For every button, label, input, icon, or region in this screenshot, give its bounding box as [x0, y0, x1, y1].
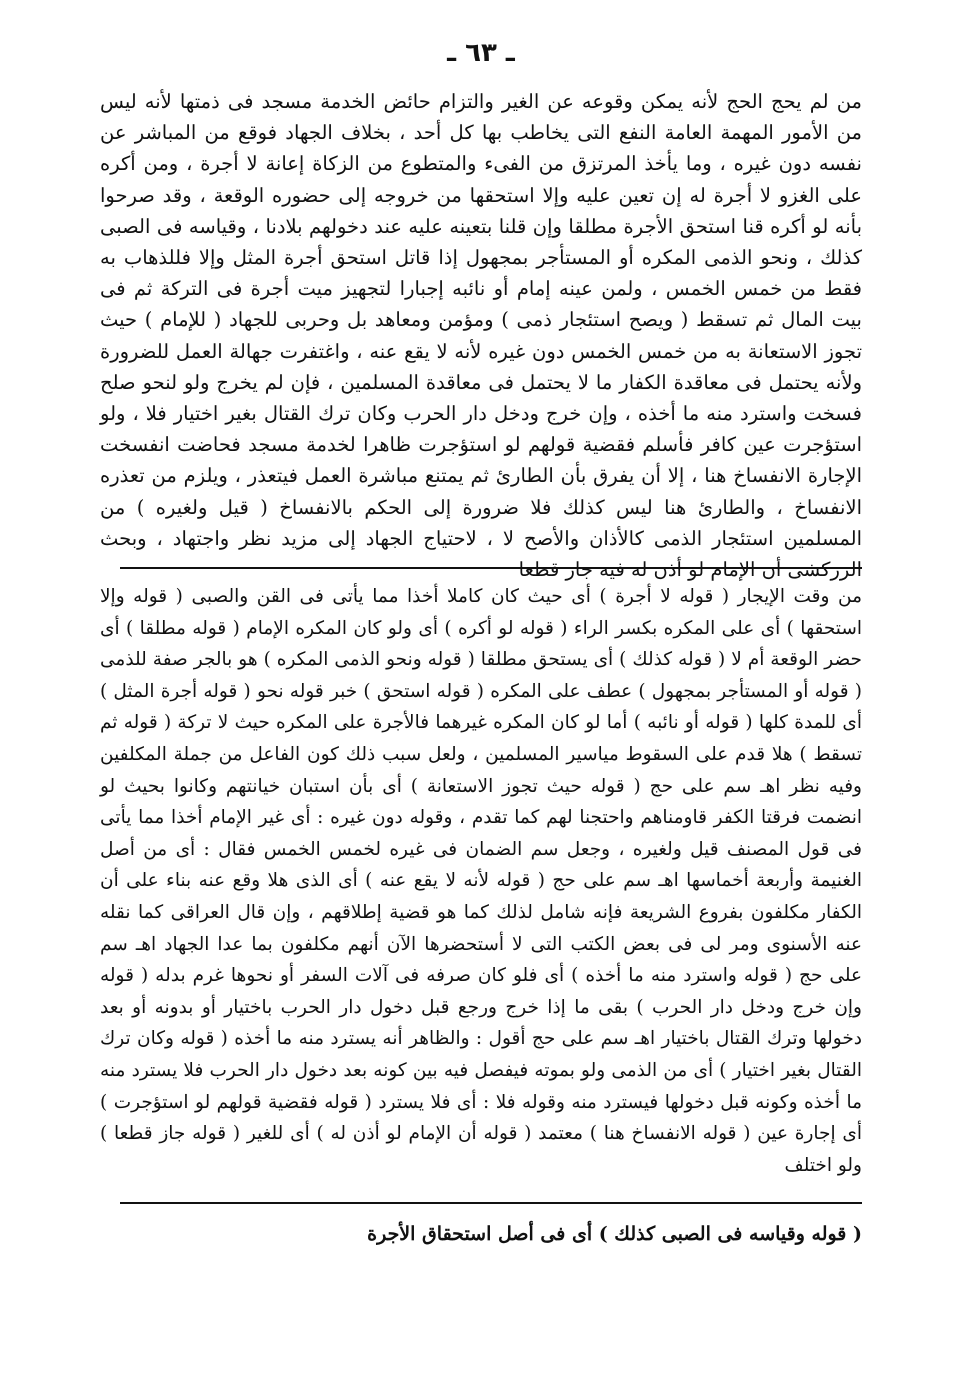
- commentary-block: من وقت الإيجار ( قوله لا أجرة ) أى حيث كان كاملا أخذا مما يأتى فى القن والصبى ( قوله وإلا استحقها ) أى على المكره بكسر الراء ( قوله لو أكره ) أى ولو كان المكره الإمام ( قوله مطلقا ) أى حضر الوقعة أم لا ( قوله كذلك ) أى يستحق مطلقا ( قوله ونحو الذمى المكره ) هو بالجر صفة للذمى ( قوله أو المستأجر بمجهول ) عطف على المكره ( قوله استحق ) خبر قوله نحو ( قوله أجرة المثل ) أى للمدة كلها ( قوله أو نائبه ) أما لو كان المكره غيرهما فالأجرة على المكره حيث لا تركة ( قوله ثم تسقط ) هلا قدم على السقوط مياسير المسلمين ، ولعل سبب ذلك كون الفاعل من جملة المكلفين وفيه نظر اهـ سم على حج ( قوله حيث تجوز الاستعانة ) أى بأن استبان خيانتهم وكانوا بحيث لو انضمت فرقتا الكفر قاومناهم واحتجنا لهم كما تقدم ، وقوله دون غيره : أى غير الإمام أخذا مما يأتى فى قول المصنف قيل ولغيره ، وجعل سم الضمان فى غيره لخمس الخمس فقال : أى من أصل الغنيمة وأربعة أخماسها اهـ سم على حج ( قوله لأنه لا يقع عنه ) أى الذى هلا وقع عنه بناء على أن الكفار مكلفون بفروع الشريعة فإنه شامل لذلك كما هو قضية إطلاقهم ، وإن قال العراقى كما نقله عنه الأسنوى ومر لى فى بعض الكتب التى لا أستحضرها الآن أنهم مكلفون بما عدا الجهاد اهـ سم على حج ( قوله واسترد منه ما أخذه ) أى فلو كان صرفه فى آلات السفر أو نحوها غرم بدله ( قوله وإن خرج ودخل دار الحرب ) بقى ما إذا خرج ورجع قبل دخول دار الحرب باختيار أو بدونه أو بعد دخولها وترك القتال باختيار اهـ سم على حج أقول : والظاهر أنه يسترد منه ما أخذه ( قوله وكان ترك القتال بغير اختيار ) أى من الذمى ولو بموته فيفصل فيه بين كونه بعد دخول دار الحرب فلا يسترد منه ما أخذه وكونه قبل دخولها فيسترد منه وقوله فلا : أى فلا يسترد ( قوله فقضية قولهم لو استؤجرت ) أى إجارة عين ( قوله الانفساخ هنا ) معتمد ( قوله أن الإمام لو أذن له ) أى للغير ( قوله جاز قطعا ) ولو اختلف: [100, 586, 862, 1176]
- footnote: ( قوله وقياسه فى الصبى كذلك ) أى فى أصل استحقاق الأجرة: [367, 1223, 862, 1245]
- footnote-separator-line: [120, 1202, 862, 1204]
- separator-line: [120, 567, 862, 569]
- main-text-block: من لم يحج الحج لأنه يمكن وقوعه عن الغير والتزام حائض الخدمة مسجد فى ذمتها لأنه ليس من الأمور المهمة العامة النفع التى يخاطب بها كل أحد ، بخلاف الجهاد فوقع من المباشر عن نفسه دون غيره ، وما يأخذ المرتزق من الفىء والمتطوع من الزكاة إعانة لا أجرة ، ومن أكره على الغزو لا أجرة له إن تعين عليه وإلا استحقها من خروجه إلى حضوره الوقعة ، وقد صرحوا بأنه لو أكره قنا استحق الأجرة مطلقا وإن قلنا بتعينه عليه عند دخولهم بلادنا ، وقياسه فى الصبى كذلك ، ونحو الذمى المكره أو المستأجر بمجهول إذا قاتل استحق أجرة المثل وإلا فللذهاب به فقط من خمس الخمس ، ولمن عينه إمام أو نائبه إجبارا لتجهيز ميت أجرة فى التركة ثم فى بيت المال ثم تسقط ( ويصح استئجار ذمى ) ومؤمن ومعاهد بل وحربى للجهاد ( للإمام ) حيث تجوز الاستعانة به من خمس الخمس دون غيره لأنه لا يقع عنه ، واغتفرت جهالة العمل للضرورة ولأنه يحتمل فى معاقدة الكفار ما لا يحتمل فى معاقدة المسلمين ، فإن لم يخرج ولو لنحو صلح فسخت واسترد منه ما أخذه ، وإن خرج ودخل دار الحرب وكان ترك القتال بغير اختيار فلا ، ولو استؤجرت عين كافر فأسلم فقضية قولهم لو استؤجرت ظاهرا لخدمة مسجد فحاضت انفسخت الإجارة الانفساخ هنا ، إلا أن يفرق بأن الطارئ ثم يمتنع مباشرة العمل فيتعذر ، ويلزم من تعذره الانفساخ ، والطارئ هنا ليس كذلك فلا ضرورة إلى الحكم بالانفساخ ( قيل ولغيره ) من المسلمين استئجار الذمى كالأذان والأصح لا ، لاحتياج الجهاد إلى مزيد نظر واجتهاد ، وبحث الزركشى أن الإمام لو أذن له فيه جاز قطعا: [100, 90, 862, 582]
- page-number: ـ ٦٣ ـ: [447, 38, 515, 68]
